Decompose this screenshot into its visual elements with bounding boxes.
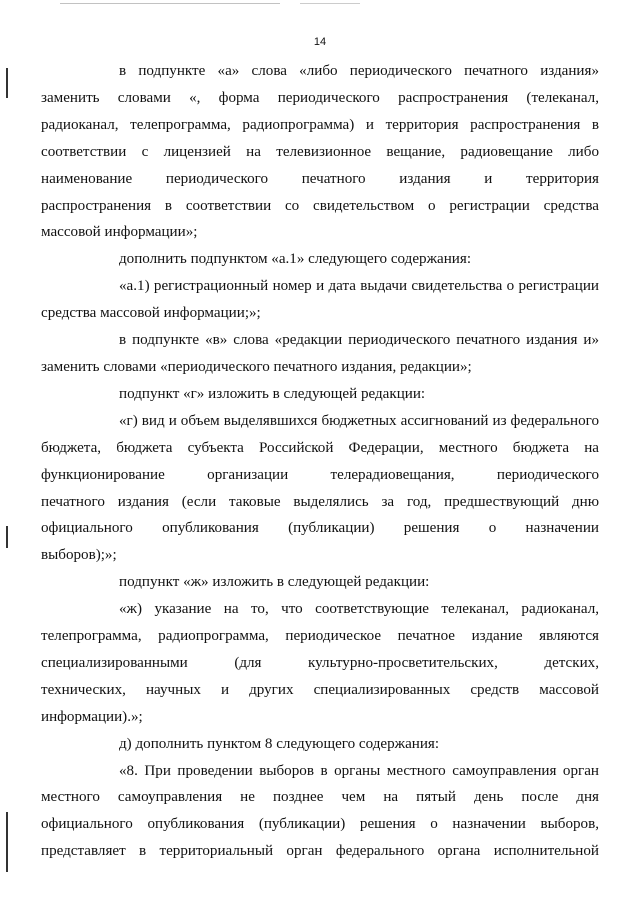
text-line: официального опубликования (публикации) решения о назначении bbox=[41, 520, 599, 537]
text-line: дополнить подпунктом «а.1» следующего содержания: bbox=[119, 251, 472, 268]
text-line: заменить словами «периодического печатного издания, редакции»; bbox=[41, 358, 472, 375]
text-line: радиоканал, телепрограмма, радиопрограмма) и территория распространения в bbox=[41, 116, 599, 133]
text-line: технических, научных и других специализированных средств массовой bbox=[41, 681, 599, 698]
text-line: телепрограмма, радиопрограмма, периодическое печатное издание являются bbox=[41, 628, 599, 645]
text-line: подпункт «г» изложить в следующей редакции: bbox=[119, 385, 426, 402]
text-line: представляет в территориальный орган федерального органа исполнительной bbox=[41, 843, 599, 860]
text-line: массовой информации»; bbox=[41, 224, 198, 241]
text-line: наименование периодического печатного издания и территория bbox=[41, 170, 599, 187]
text-line: печатного издания (если таковые выделялись за год, предшествующий дню bbox=[41, 493, 599, 510]
text-line: заменить словами «, форма периодического распространения (телеканал, bbox=[41, 89, 599, 106]
text-line: «а.1) регистрационный номер и дата выдачи свидетельства о регистрации bbox=[119, 278, 599, 295]
document-body bbox=[41, 58, 599, 865]
page-number: 14 bbox=[313, 36, 327, 48]
scan-artifact-line bbox=[60, 3, 280, 6]
text-line: информации).»; bbox=[41, 708, 143, 725]
margin-mark bbox=[6, 812, 8, 872]
text-line: подпункт «ж» изложить в следующей редакции: bbox=[119, 574, 430, 591]
margin-mark bbox=[6, 68, 8, 98]
text-line: «8. При проведении выборов в органы местного самоуправления орган bbox=[119, 762, 599, 779]
scan-artifact-line bbox=[300, 3, 360, 6]
text-line: в подпункте «в» слова «редакции периодического печатного издания и» bbox=[119, 332, 599, 349]
text-line: функционирование организации телерадиовещания, периодического bbox=[41, 466, 599, 483]
text-line: местного самоуправления не позднее чем на пятый день после дня bbox=[41, 789, 599, 806]
text-line: официального опубликования (публикации) решения о назначении выборов, bbox=[41, 816, 599, 833]
text-line: распространения в соответствии со свидетельством о регистрации средства bbox=[41, 197, 599, 214]
text-line: средства массовой информации;»; bbox=[41, 305, 261, 322]
text-line: специализированными (для культурно-просветительских, детских, bbox=[41, 654, 599, 671]
text-line: бюджета, бюджета субъекта Российской Федерации, местного бюджета на bbox=[41, 439, 599, 456]
text-line: выборов);»; bbox=[41, 547, 117, 564]
margin-mark bbox=[6, 526, 8, 548]
text-line: «ж) указание на то, что соответствующие телеканал, радиоканал, bbox=[119, 601, 599, 618]
text-line: д) дополнить пунктом 8 следующего содержания: bbox=[119, 735, 440, 752]
text-line: соответствии с лицензией на телевизионное вещание, радиовещание либо bbox=[41, 143, 599, 160]
text-line: «г) вид и объем выделявшихся бюджетных ассигнований из федерального bbox=[119, 412, 599, 429]
text-line: в подпункте «а» слова «либо периодического печатного издания» bbox=[119, 63, 599, 79]
